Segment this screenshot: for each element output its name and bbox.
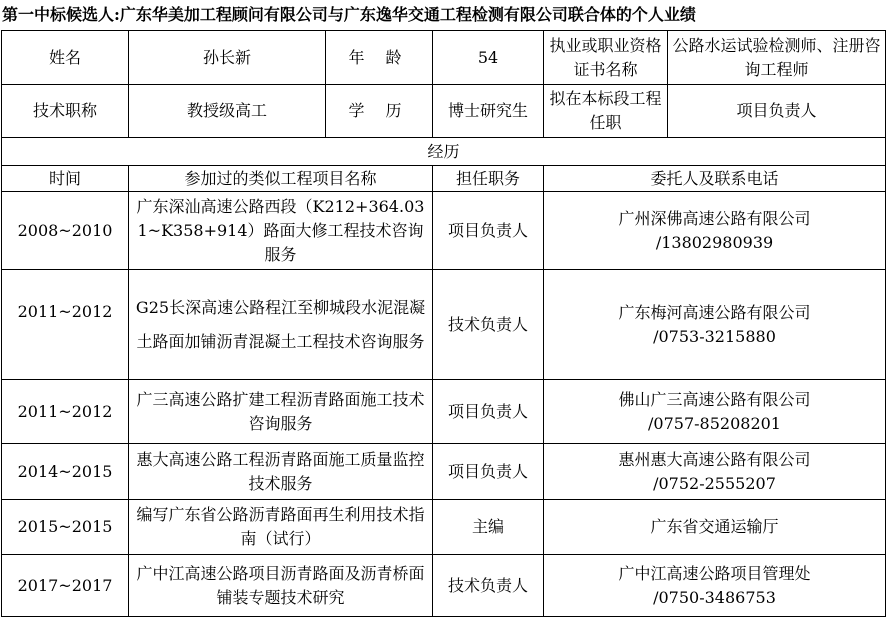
row-position: 项目负责人 [433,444,544,500]
row-project: 惠大高速公路工程沥青路面施工质量监控技术服务 [129,444,433,500]
col-header-position: 担任职务 [433,166,544,192]
cert-value: 公路水运试验检测师、注册咨询工程师 [668,31,886,85]
table-row [2,444,886,500]
experience-header-row [2,138,886,166]
row-client [544,380,886,444]
table-row [2,270,886,380]
row-client [544,192,886,270]
row-client-phone: /0750-3486753 [653,587,776,607]
table-row [2,192,886,270]
table-row [2,380,886,444]
row-time: 2008~2010 [2,192,129,270]
row-client [544,555,886,617]
performance-table [1,30,886,617]
row-client-phone: /0757-85208201 [648,413,781,433]
info-row-1 [2,31,886,85]
table-row [2,500,886,555]
column-header-row [2,166,886,192]
row-client-phone: /0752-2555207 [653,473,776,493]
row-client-name: 广中江高速公路项目管理处 [618,563,811,583]
row-client [544,444,886,500]
row-position: 项目负责人 [433,192,544,270]
age-label: 年 龄 [326,31,433,85]
education-label: 学 历 [326,85,433,138]
row-client [544,270,886,380]
tech-title-label: 技术职称 [2,85,129,138]
tech-title-value: 教授级高工 [129,85,326,138]
proposed-role-label: 拟在本标段工程任职 [544,85,668,138]
row-position: 主编 [433,500,544,555]
row-time: 2014~2015 [2,444,129,500]
row-project: 广三高速公路扩建工程沥青路面施工技术咨询服务 [129,380,433,444]
row-client-name: 广东省交通运输厅 [650,517,779,536]
row-time: 2017~2017 [2,555,129,617]
document-title: 第一中标候选人:广东华美加工程顾问有限公司与广东逸华交通工程检测有限公司联合体的个人业绩 [2,5,696,24]
row-position: 技术负责人 [433,270,544,380]
name-value: 孙长新 [129,31,326,85]
row-client-name: 广东梅河高速公路有限公司 [618,302,811,322]
row-project: 广东深汕高速公路西段（K212+364.031~K358+914）路面大修工程技术咨询服务 [129,192,433,270]
row-client-name: 惠州惠大高速公路有限公司 [618,449,811,469]
age-value: 54 [433,31,544,85]
row-position: 技术负责人 [433,555,544,617]
education-value: 博士研究生 [433,85,544,138]
row-time: 2011~2012 [2,270,129,380]
row-client [544,500,886,555]
row-project: G25长深高速公路程江至柳城段水泥混凝土路面加铺沥青混凝土工程技术咨询服务 [129,270,433,380]
row-project: 广中江高速公路项目沥青路面及沥青桥面铺装专题技术研究 [129,555,433,617]
col-header-time: 时间 [2,166,129,192]
experience-label: 经历 [2,138,886,166]
row-project: 编写广东省公路沥青路面再生利用技术指南（试行） [129,500,433,555]
table-row [2,555,886,617]
row-position: 项目负责人 [433,380,544,444]
row-time: 2015~2015 [2,500,129,555]
info-row-2 [2,85,886,138]
col-header-client: 委托人及联系电话 [544,166,886,192]
col-header-project: 参加过的类似工程项目名称 [129,166,433,192]
row-time: 2011~2012 [2,380,129,444]
row-client-name: 广州深佛高速公路有限公司 [618,208,811,228]
row-client-name: 佛山广三高速公路有限公司 [618,389,811,409]
name-label: 姓名 [2,31,129,85]
proposed-role-value: 项目负责人 [668,85,886,138]
cert-label: 执业或职业资格证书名称 [544,31,668,85]
row-client-phone: /13802980939 [655,232,774,252]
row-client-phone: /0753-3215880 [653,326,776,346]
